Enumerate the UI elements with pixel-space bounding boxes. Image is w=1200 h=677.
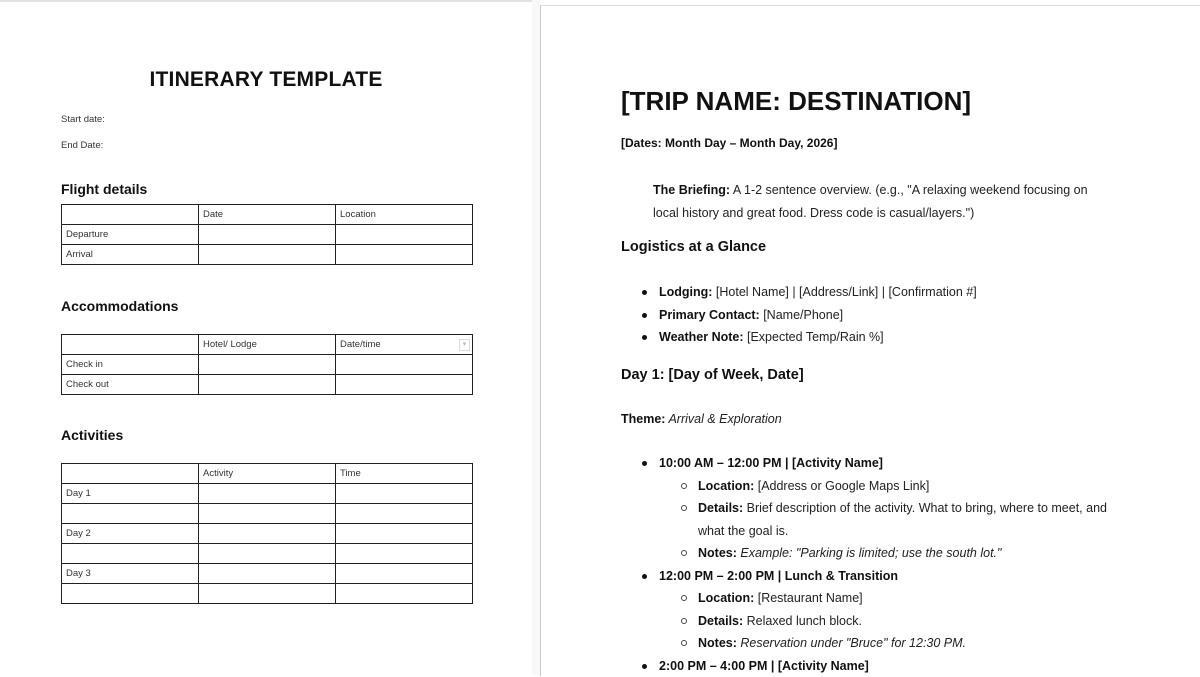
item-label: Notes:	[698, 546, 737, 560]
table-cell[interactable]	[62, 464, 199, 484]
day1-heading: Day 1: [Day of Week, Date]	[621, 367, 804, 383]
table-row	[62, 484, 473, 504]
list-item	[621, 632, 1128, 655]
item-text: [Hotel Name] | [Address/Link] | [Confirmation #]	[712, 285, 976, 299]
table-cell[interactable]: Date	[199, 205, 336, 225]
table-row	[62, 375, 473, 395]
item-text: [Restaurant Name]	[754, 591, 862, 605]
item-text: [Expected Temp/Rain %]	[744, 330, 884, 344]
briefing-text: A 1-2 sentence overview. (e.g., "A relaxing weekend focusing on local history and great food. Dress code is casual/layers.")	[653, 183, 1088, 220]
table-cell[interactable]	[199, 375, 336, 395]
list-item	[621, 587, 1128, 610]
schedule-block	[621, 452, 1128, 475]
item-text: Brief description of the activity. What to bring, where to meet, and what the goal is.	[698, 501, 1107, 538]
theme-label: Theme:	[621, 412, 665, 426]
block-time: 2:00 PM – 4:00 PM | [Activity Name]	[659, 659, 869, 673]
accommodations-table	[61, 334, 473, 395]
item-text: Example: "Parking is limited; use the south lot."	[737, 546, 1002, 560]
item-text: Reservation under "Bruce" for 12:30 PM.	[737, 636, 966, 650]
table-cell[interactable]	[336, 225, 473, 245]
table-cell[interactable]: Day 2	[62, 524, 199, 544]
table-row	[62, 524, 473, 544]
item-label: Details:	[698, 614, 743, 628]
activities-heading: Activities	[61, 427, 123, 443]
item-label: Notes:	[698, 636, 737, 650]
chevron-down-icon[interactable]: ▾	[459, 339, 470, 351]
logistics-list	[621, 281, 977, 349]
table-row	[62, 584, 473, 604]
table-cell[interactable]: Activity	[199, 464, 336, 484]
table-cell[interactable]	[199, 355, 336, 375]
briefing-label: The Briefing:	[653, 183, 730, 197]
trip-title: [TRIP NAME: DESTINATION]	[621, 86, 971, 117]
table-row	[62, 355, 473, 375]
start-date-label[interactable]: Start date:	[61, 114, 105, 125]
column-header-label: Date/time	[340, 339, 381, 350]
item-label: Weather Note:	[659, 330, 744, 344]
item-label: Lodging:	[659, 285, 712, 299]
block-time: 12:00 PM – 2:00 PM | Lunch & Transition	[659, 569, 898, 583]
table-cell[interactable]	[199, 584, 336, 604]
list-item	[621, 610, 1128, 633]
table-row	[62, 504, 473, 524]
table-cell[interactable]: Hotel/ Lodge	[199, 335, 336, 355]
list-item	[621, 326, 977, 349]
table-cell[interactable]: Location	[336, 205, 473, 225]
list-item	[621, 304, 977, 327]
table-cell[interactable]: Time	[336, 464, 473, 484]
list-item	[621, 497, 1128, 542]
table-cell[interactable]	[62, 544, 199, 564]
trip-dates: [Dates: Month Day – Month Day, 2026]	[621, 136, 837, 150]
table-cell[interactable]	[336, 484, 473, 504]
table-cell[interactable]: Check out	[62, 375, 199, 395]
list-item	[621, 281, 977, 304]
table-cell[interactable]: Check in	[62, 355, 199, 375]
table-cell[interactable]	[62, 584, 199, 604]
table-cell[interactable]	[62, 335, 199, 355]
item-label: Location:	[698, 591, 754, 605]
table-cell[interactable]	[199, 225, 336, 245]
accommodations-heading: Accommodations	[61, 298, 178, 314]
table-cell[interactable]: Arrival	[62, 245, 199, 265]
block-time: 10:00 AM – 12:00 PM | [Activity Name]	[659, 456, 883, 470]
table-cell[interactable]: Day 3	[62, 564, 199, 584]
briefing-paragraph	[653, 179, 1103, 225]
table-cell[interactable]: Day 1	[62, 484, 199, 504]
table-cell[interactable]	[336, 375, 473, 395]
day1-schedule	[621, 452, 1128, 677]
trip-itinerary-page	[540, 5, 1200, 676]
table-header-row	[62, 205, 473, 225]
table-cell[interactable]	[336, 245, 473, 265]
table-cell[interactable]	[199, 245, 336, 265]
table-cell[interactable]: Departure	[62, 225, 199, 245]
item-label: Details:	[698, 501, 743, 515]
table-cell[interactable]	[336, 355, 473, 375]
table-cell[interactable]	[336, 544, 473, 564]
table-row	[62, 544, 473, 564]
table-cell[interactable]	[199, 524, 336, 544]
table-row	[62, 564, 473, 584]
item-label: Location:	[698, 479, 754, 493]
item-text: Relaxed lunch block.	[743, 614, 862, 628]
activities-table	[61, 463, 473, 604]
table-cell[interactable]	[199, 544, 336, 564]
flight-details-heading: Flight details	[61, 181, 147, 197]
table-row	[62, 225, 473, 245]
flight-details-table	[61, 204, 473, 265]
logistics-heading: Logistics at a Glance	[621, 239, 766, 255]
schedule-block	[621, 565, 1128, 588]
item-text: [Address or Google Maps Link]	[754, 479, 929, 493]
day1-theme	[621, 412, 782, 426]
theme-value: Arrival & Exploration	[665, 412, 781, 426]
list-item	[621, 542, 1128, 565]
table-row	[62, 245, 473, 265]
table-header-row	[62, 464, 473, 484]
schedule-block	[621, 655, 1128, 677]
table-cell[interactable]	[336, 584, 473, 604]
table-cell[interactable]	[199, 484, 336, 504]
table-cell[interactable]	[336, 524, 473, 544]
table-cell[interactable]	[62, 504, 199, 524]
item-label: Primary Contact:	[659, 308, 760, 322]
page-title: ITINERARY TEMPLATE	[0, 68, 532, 92]
table-header-row	[62, 335, 473, 355]
table-cell[interactable]	[199, 564, 336, 584]
table-cell[interactable]	[336, 564, 473, 584]
list-item	[621, 475, 1128, 498]
table-cell[interactable]	[336, 335, 473, 355]
table-cell[interactable]	[62, 205, 199, 225]
table-cell[interactable]	[199, 504, 336, 524]
end-date-label[interactable]: End Date:	[61, 140, 103, 151]
page-gutter	[532, 0, 540, 675]
item-text: [Name/Phone]	[760, 308, 843, 322]
table-cell[interactable]	[336, 504, 473, 524]
itinerary-template-page	[0, 0, 532, 677]
